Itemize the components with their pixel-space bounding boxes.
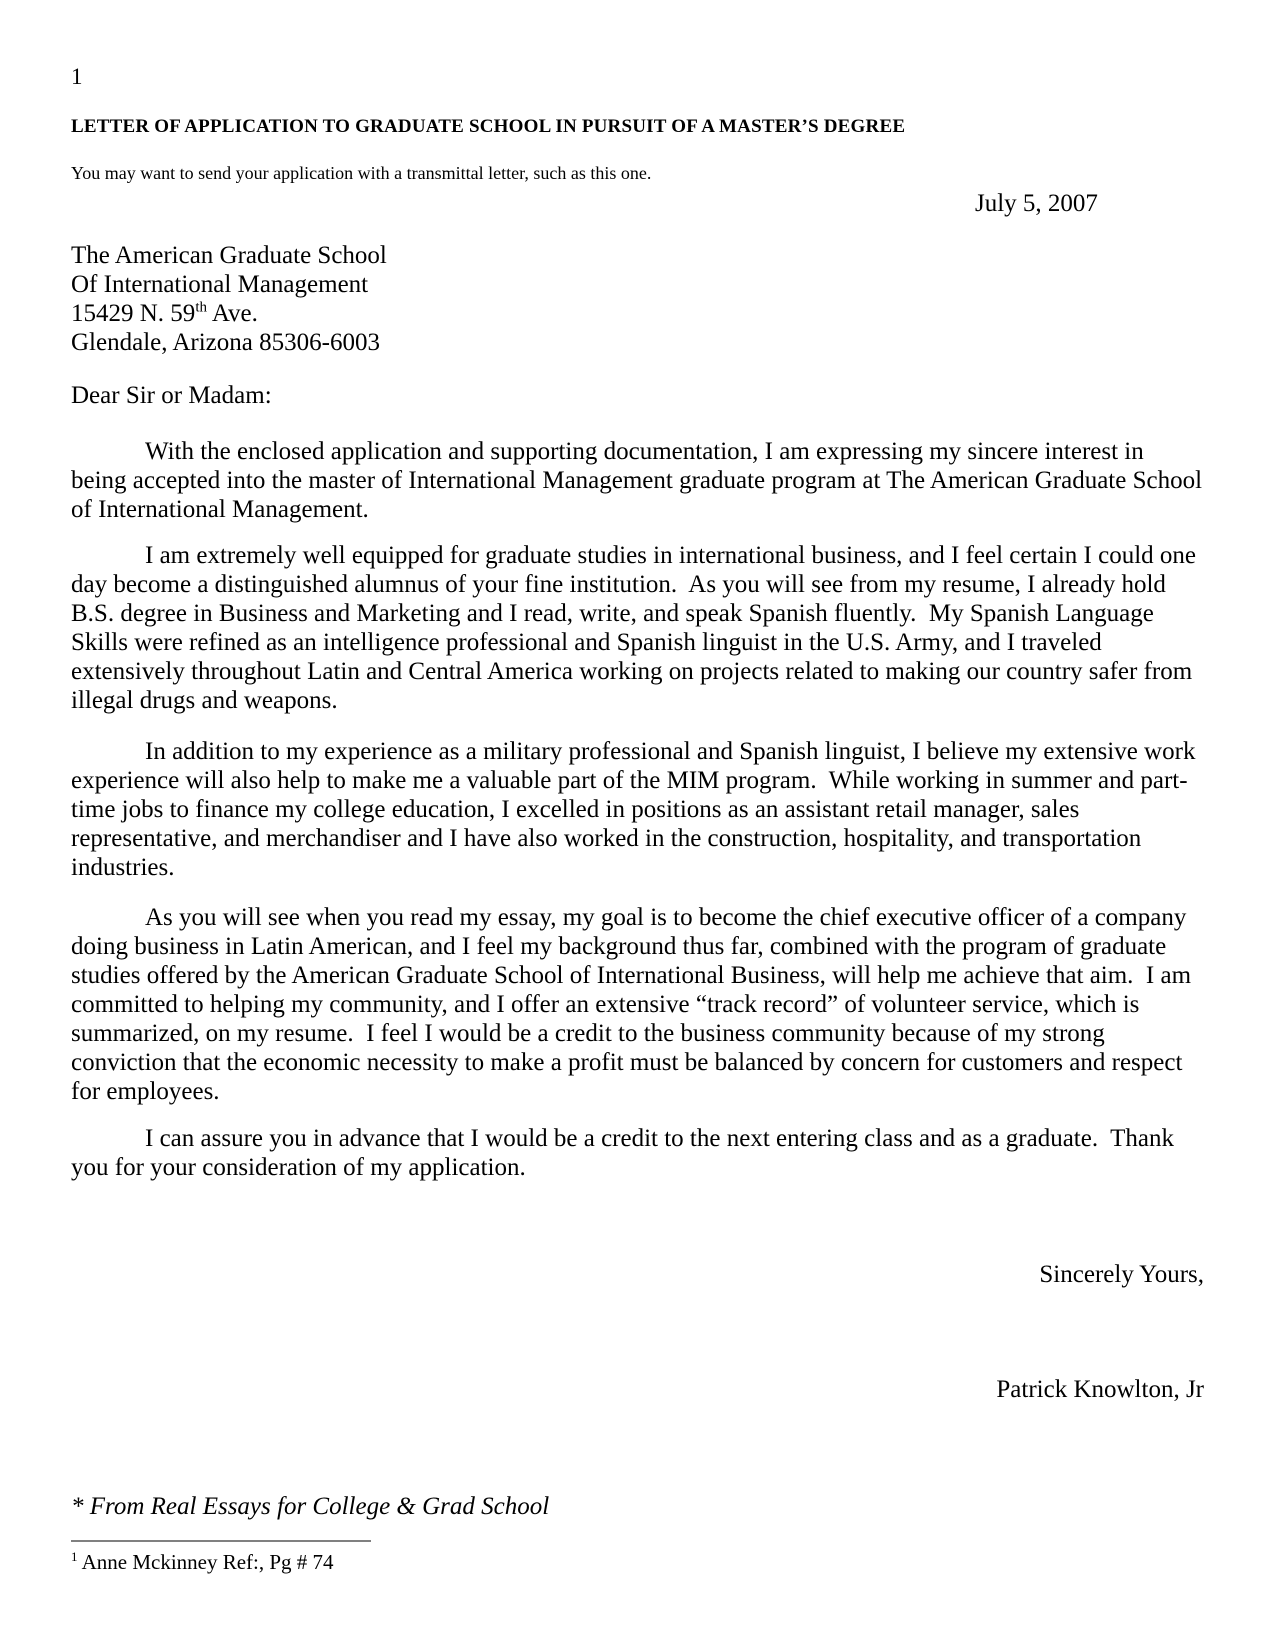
footnote-marker: 1: [71, 1549, 78, 1564]
letter-subtitle: You may want to send your application with a transmittal letter, such as this one.: [71, 163, 652, 183]
letter-date: July 5, 2007: [975, 190, 1098, 217]
ordinal-superscript: th: [195, 299, 207, 316]
footnote: [71, 1549, 1204, 1575]
body-paragraph-2: I am extremely well equipped for graduate studies in international business, and I feel certain I could one day become a distinguished alumnus of your fine institution. As you will see from my resume, I already hold B.S. degree in Business and Marketing and I read, write, and speak Spanish fluently. My Spanish Language Skills were refined as an intelligence professional and Spanish linguist in the U.S. Army, and I traveled extensively throughout Latin and Central America working on projects related to making our country safer from illegal drugs and weapons.: [71, 542, 1203, 714]
address-line-1: The American Graduate School: [71, 242, 387, 269]
address-line-3: [71, 299, 387, 328]
closing: Sincerely Yours,: [1039, 1261, 1204, 1288]
footnote-separator: [71, 1540, 371, 1542]
salutation: Dear Sir or Madam:: [71, 382, 272, 409]
signature-name: Patrick Knowlton, Jr: [996, 1376, 1204, 1403]
address-line-2: Of International Management: [71, 271, 369, 298]
letter-title: LETTER OF APPLICATION TO GRADUATE SCHOOL IN PURSUIT OF A MASTER’S DEGREE: [71, 116, 906, 137]
body-paragraph-4: As you will see when you read my essay, my goal is to become the chief executive officer of a company doing business in Latin American, and I feel my background thus far, combined with the program of graduate studies offered by the American Graduate School of International Business, will help me achieve that aim. I am committed to helping my community, and I offer an extensive “track record” of volunteer service, which is summarized, on my resume. I feel I would be a credit to the business community because of my strong conviction that the economic necessity to make a profit must be balanced by concern for customers and respect for employees.: [71, 904, 1198, 1105]
footnote-text: Anne Mckinney Ref:, Pg # 74: [77, 1550, 334, 1574]
body-paragraph-3: In addition to my experience as a military professional and Spanish linguist, I believe my extensive work experience will also help to make me a valuable part of the MIM program. While working in summer and part-time jobs to finance my college education, I excelled in positions as an assistant retail manager, sales representative, and merchandiser and I have also worked in the construction, hospitality, and transportation industries.: [71, 738, 1202, 881]
body-paragraph-5: I can assure you in advance that I would be a credit to the next entering class and as a graduate. Thank you for your consideration of my application.: [71, 1125, 1181, 1181]
page-number: 1: [71, 64, 83, 89]
recipient-address: [71, 241, 387, 357]
address-line-4: Glendale, Arizona 85306-6003: [71, 329, 380, 356]
street-number: 15429 N. 59: [71, 300, 196, 327]
body-paragraph-1: With the enclosed application and supporting documentation, I am expressing my sincere interest in being accepted into the master of International Management graduate program at The American Graduate School of International Management.: [71, 438, 1209, 523]
street-suffix: Ave.: [206, 300, 258, 327]
source-attribution: * From Real Essays for College & Grad School: [71, 1493, 550, 1520]
